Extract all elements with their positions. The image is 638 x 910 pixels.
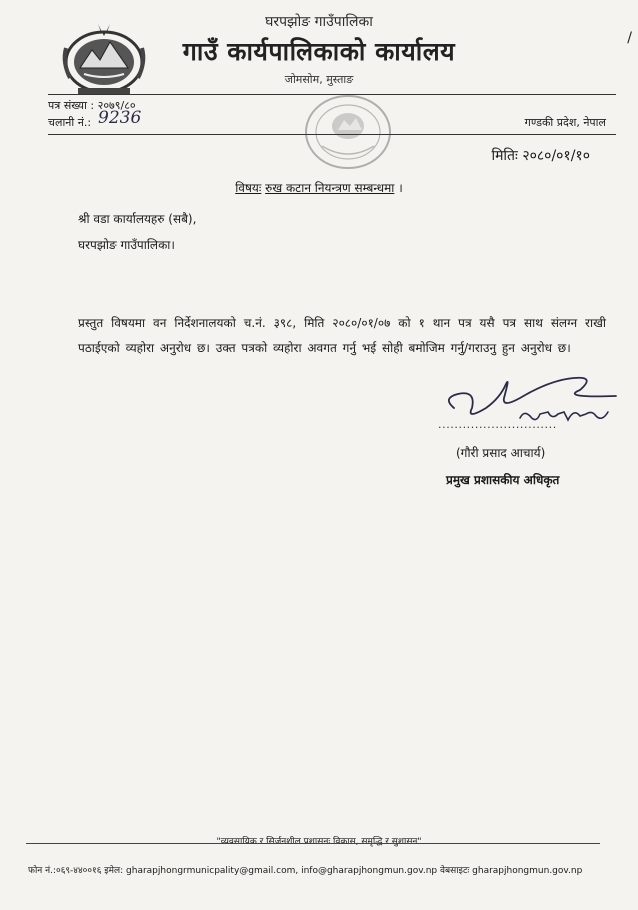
body-paragraph: प्रस्तुत विषयमा वन निर्देशनालयको च.नं. ३९८, मिति २०८०/०१/०७ को १ थान पत्र यसै पत्र साथ संलग्न राखी पठाईएको व्यहोरा अनुरोध छ। उक्त पत्रको व्यहोरा अवगत गर्नु भई सोही बमोजिम गर्नु/गराउनु हुन अनुरोध छ। — [78, 316, 606, 355]
addressee-line-2: घरपझोङ गाउँपालिका। — [78, 238, 175, 252]
footer-divider — [26, 843, 600, 844]
margin-mark-icon: / — [627, 30, 632, 46]
subject-text: रुख कटान नियन्त्रण सम्बन्धमा — [265, 181, 395, 195]
meta-divider — [48, 134, 616, 135]
addressee-line-1: श्री वडा कार्यालयहरु (सबै), — [78, 212, 197, 226]
signatory-name: (गौरी प्रसाद आचार्य) — [456, 446, 546, 460]
chalani-label: चलानी नं.: — [48, 116, 92, 129]
signature-dotted-line: ............................. — [438, 418, 557, 431]
chalani-number-handwritten: 9236 — [98, 108, 142, 128]
municipality-name: घरपझोङ गाउँपालिका — [265, 14, 373, 30]
subject-label: विषयः — [235, 181, 262, 195]
subject-end: । — [398, 181, 403, 195]
office-seal-icon — [300, 90, 396, 174]
footer-contact: फोन नं.:०६९-४४००१६ इमेल: gharapjhongrmunicpality@gmail.com, info@gharapjhongmun.gov.np वेबसाइटः gharapjhongmun.gov.np — [28, 866, 583, 876]
province-label: गण्डकी प्रदेश, नेपाल — [524, 116, 606, 129]
letter-date: मितिः २०८०/०१/१० — [491, 148, 590, 164]
office-location: जोमसोम, मुस्ताङ — [284, 73, 354, 86]
patra-sankhya: पत्र संख्या : २०७९/८० — [48, 99, 136, 112]
office-title: गाउँ कार्यपालिकाको कार्यालय — [182, 37, 456, 66]
footer-motto: "व्यवसायिक र सिर्जनशील प्रशासनः विकास, समृद्धि र सुशासन" — [216, 837, 422, 847]
signatory-title: प्रमुख प्रशासकीय अधिकृत — [446, 473, 560, 487]
subject-line — [0, 179, 638, 196]
